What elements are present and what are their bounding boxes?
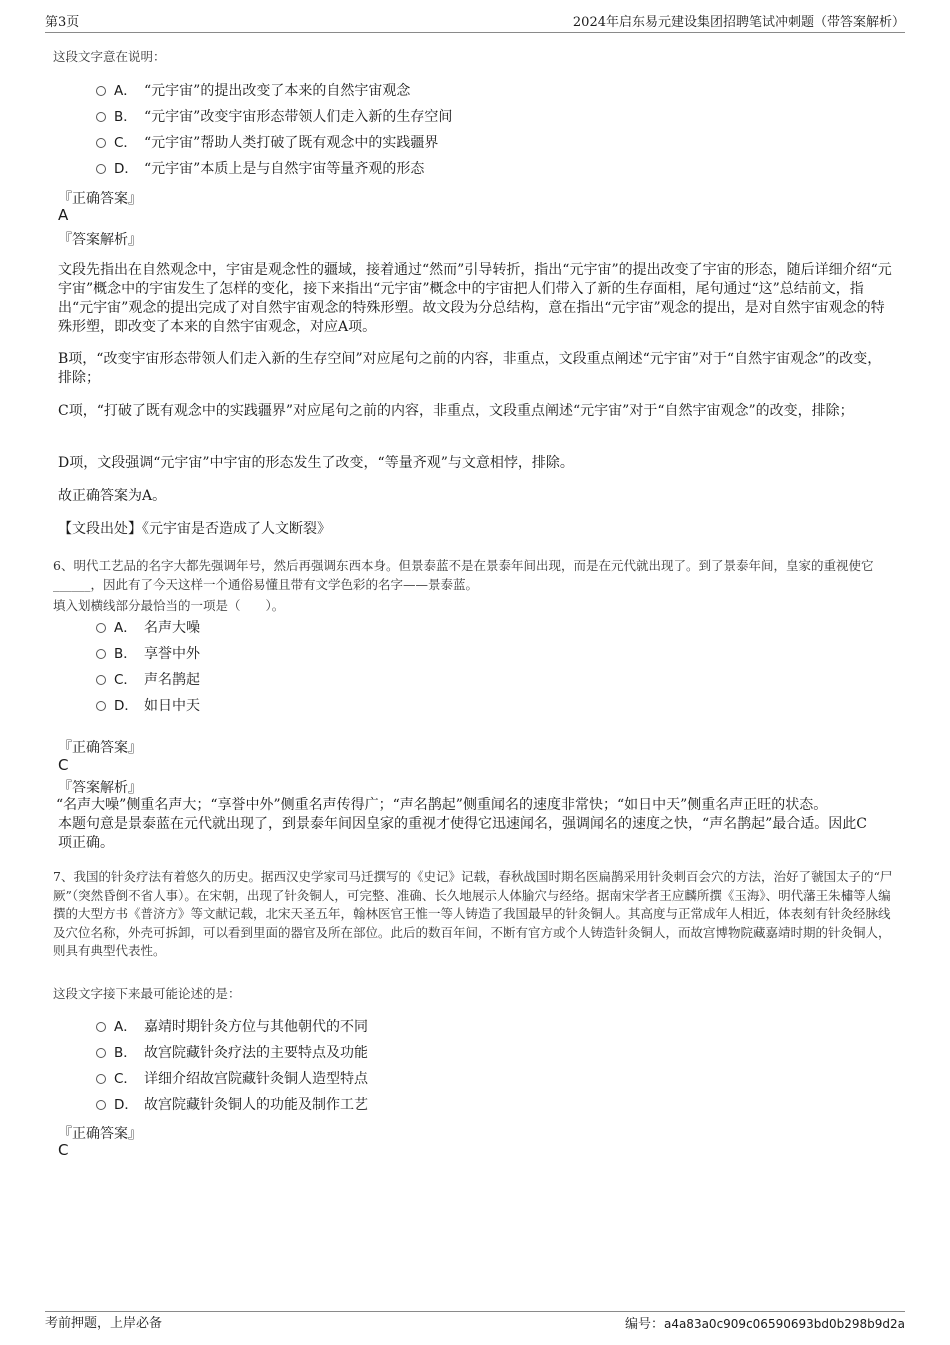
- footer-slogan: 考前押题，上岸必备: [45, 1316, 163, 1331]
- radio-icon[interactable]: [96, 1074, 106, 1084]
- q7-answer: C: [58, 1141, 69, 1159]
- q5-option-d[interactable]: D． “元宇宙”本质上是与自然宇宙等量齐观的形态: [96, 159, 424, 179]
- page-header: [45, 14, 905, 33]
- q6-answer: C: [58, 756, 69, 774]
- radio-icon[interactable]: [96, 1100, 106, 1110]
- radio-icon[interactable]: [96, 701, 106, 711]
- q5-conclusion: 故正确答案为A。: [58, 488, 167, 504]
- q7-option-a[interactable]: A． 嘉靖时期针灸方位与其他朝代的不同: [96, 1017, 368, 1037]
- q6-option-d[interactable]: D． 如日中天: [96, 696, 200, 716]
- q7-stem: 7、我国的针灸疗法有着悠久的历史。据西汉史学家司马迁撰写的《史记》记载，春秋战国时期名医扁鹊采用针灸刺百会穴的方法，治好了虢国太子的“尸厥”（突然昏倒不省人事）。在宋朝，出现了针灸铜人，可完整、准确、长久地展示人体腧穴与经络。据南宋学者王应麟所撰《玉海》、明代藩王朱橚等人编撰的大型方书《普济方》等文献记载，北宋天圣五年，翰林医官王惟一等人铸造了我国最早的针灸铜人。其高度与正常成年人相近，体表刻有针灸经脉线及穴位名称，外壳可拆卸，可以看到里面的器官及所在部位。此后的数百年间，不断有官方或个人铸造针灸铜人，而故宫博物院藏嘉靖时期的针灸铜人，则具有典型代表性。: [53, 869, 893, 958]
- q6-stem: 6、明代工艺品的名字大都先强调年号，然后再强调东西本身。但景泰蓝不是在景泰年间出现，而是在元代就出现了。到了景泰年间，皇家的重视使它______，因此有了今天这样一个通俗易懂且带有文学色彩的名字——景泰蓝。: [53, 558, 874, 592]
- q7-option-b[interactable]: B． 故宫院藏针灸疗法的主要特点及功能: [96, 1043, 368, 1063]
- q5-option-b[interactable]: B． “元宇宙”改变宇宙形态带领人们走入新的生存空间: [96, 107, 452, 127]
- q5-answer: A: [58, 206, 69, 224]
- radio-icon[interactable]: [96, 86, 106, 96]
- q5-stem: 这段文字意在说明：: [53, 49, 166, 64]
- radio-icon[interactable]: [96, 164, 106, 174]
- radio-icon[interactable]: [96, 675, 106, 685]
- radio-icon[interactable]: [96, 1022, 106, 1032]
- q6-answer-label: 『正确答案』: [58, 740, 142, 756]
- radio-icon[interactable]: [96, 623, 106, 633]
- footer-code: [625, 1314, 905, 1335]
- q7-option-d[interactable]: D． 故宫院藏针灸铜人的功能及制作工艺: [96, 1095, 368, 1115]
- q5-analysis-option-b: B项，“改变宇宙形态带领人们走入新的生存空间”对应尾句之前的内容，非重点，文段重点阐述“元宇宙”对于“自然宇宙观念”的改变，排除；: [58, 351, 882, 386]
- q6-option-b[interactable]: B． 享誉中外: [96, 644, 200, 664]
- q5-analysis-paragraph: 文段先指出在自然观念中，宇宙是观念性的疆域，接着通过“然而”引导转折，指出“元宇宙”的提出改变了宇宙的形态，随后详细介绍“元宇宙”概念中的宇宙发生了怎样的变化，接下来指出“元宇宙”概念中的宇宙把人们带入了新的生存面相，尾句通过“这”总结前文，指出“元宇宙”观念的提出完成了对自然宇宙观念的特殊形塑。故文段为分总结构，意在指出“元宇宙”观念的提出，是对自然宇宙观念的特殊形塑，即改变了本来的自然宇宙观念，对应A项。: [58, 262, 892, 335]
- q7-answer-label: 『正确答案』: [58, 1126, 142, 1142]
- document-title: 2024年启东易元建设集团招聘笔试冲刺题（带答案解析）: [572, 15, 905, 30]
- q6-analysis-line2: 本题句意是景泰蓝在元代就出现了，到景泰年间因皇家的重视才使得它迅速闻名，强调闻名的速度之快，“声名鹊起”最合适。因此C项正确。: [58, 816, 868, 851]
- radio-icon[interactable]: [96, 112, 106, 122]
- q5-analysis-option-c: C项，“打破了既有观念中的实践疆界”对应尾句之前的内容，非重点，文段重点阐述“元宇宙”对于“自然宇宙观念”的改变，排除；: [58, 403, 854, 419]
- q6-prompt: 填入划横线部分最恰当的一项是（ ）。: [53, 598, 285, 613]
- footer-code-label: 编号：: [624, 1317, 664, 1332]
- q7-prompt: 这段文字接下来最可能论述的是：: [53, 986, 241, 1001]
- page-number: 第3页: [45, 15, 80, 30]
- q6-option-a[interactable]: A． 名声大噪: [96, 618, 200, 638]
- footer-code-value: a4a83a0c909c06590693bd0b298b9d2a: [663, 1317, 905, 1331]
- q6-analysis-label: 『答案解析』: [58, 780, 142, 796]
- q6-option-c[interactable]: C． 声名鹊起: [96, 670, 200, 690]
- q7-option-c[interactable]: C． 详细介绍故宫院藏针灸铜人造型特点: [96, 1069, 368, 1089]
- q5-option-c[interactable]: C． “元宇宙”帮助人类打破了既有观念中的实践疆界: [96, 133, 438, 153]
- page-footer: [45, 1311, 905, 1332]
- radio-icon[interactable]: [96, 1048, 106, 1058]
- q5-analysis-label: 『答案解析』: [58, 232, 142, 248]
- q6-analysis-line1: “名声大噪”侧重名声大；“享誉中外”侧重名声传得广；“声名鹊起”侧重闻名的速度非常快；“如日中天”侧重名声正旺的状态。: [56, 797, 828, 813]
- q5-source: 【文段出处】《元宇宙是否造成了人文断裂》: [58, 521, 331, 537]
- radio-icon[interactable]: [96, 138, 106, 148]
- q5-answer-label: 『正确答案』: [58, 191, 142, 207]
- radio-icon[interactable]: [96, 649, 106, 659]
- q5-option-a[interactable]: A． “元宇宙”的提出改变了本来的自然宇宙观念: [96, 81, 410, 101]
- q5-analysis-option-d: D项，文段强调“元宇宙”中宇宙的形态发生了改变，“等量齐观”与文意相悖，排除。: [58, 455, 574, 471]
